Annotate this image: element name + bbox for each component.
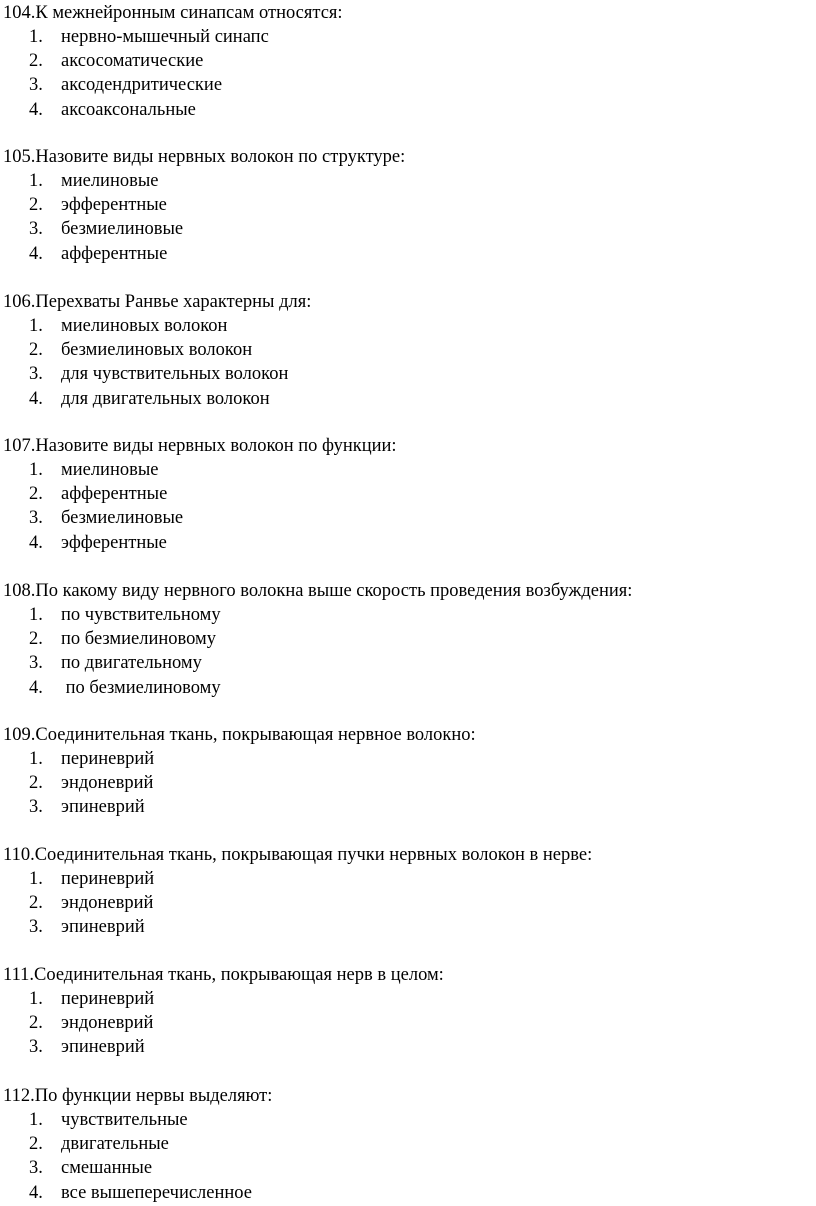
answer-option bbox=[3, 506, 813, 530]
option-number: 4. bbox=[29, 532, 43, 553]
answer-option bbox=[3, 1011, 813, 1035]
answer-option bbox=[3, 482, 813, 506]
option-number: 3. bbox=[29, 219, 43, 240]
question-text: К межнейронным синапсам относятся: bbox=[35, 3, 343, 23]
question-text: По какому виду нервного волокна выше скорость проведения возбуждения: bbox=[35, 581, 633, 601]
option-text: периневрий bbox=[61, 989, 155, 1009]
answer-option bbox=[3, 627, 813, 651]
answer-option bbox=[3, 169, 813, 193]
option-number: 1. bbox=[29, 27, 43, 47]
option-text: эпиневрий bbox=[61, 797, 145, 818]
option-number: 2. bbox=[29, 1134, 43, 1155]
question-title bbox=[3, 1084, 813, 1108]
option-text: эфферентные bbox=[61, 195, 167, 216]
option-text: безмиелиновые bbox=[61, 508, 184, 529]
answer-option bbox=[3, 362, 813, 386]
option-text: аксосоматические bbox=[61, 51, 204, 72]
question-title bbox=[3, 963, 813, 987]
option-number: 1. bbox=[29, 460, 43, 480]
question-text: Назовите виды нервных волокон по структуре: bbox=[35, 147, 406, 167]
answer-option bbox=[3, 651, 813, 675]
answer-option bbox=[3, 242, 813, 266]
option-number: 1. bbox=[29, 1110, 43, 1130]
option-number: 3. bbox=[29, 797, 43, 818]
option-text: аксодендритические bbox=[61, 75, 223, 96]
question-109 bbox=[3, 723, 813, 820]
option-number: 2. bbox=[29, 1013, 43, 1034]
option-text: аксоаксональные bbox=[61, 99, 196, 120]
question-111 bbox=[3, 963, 813, 1060]
question-title bbox=[3, 843, 813, 867]
option-number: 3. bbox=[29, 75, 43, 96]
option-text: все вышеперечисленное bbox=[61, 1182, 252, 1203]
option-text: эпиневрий bbox=[61, 1037, 145, 1058]
option-number: 3. bbox=[29, 508, 43, 529]
answer-option bbox=[3, 1132, 813, 1156]
answer-option bbox=[3, 387, 813, 411]
option-number: 1. bbox=[29, 605, 43, 625]
question-title bbox=[3, 145, 813, 169]
answer-option bbox=[3, 25, 813, 49]
answer-option bbox=[3, 987, 813, 1011]
question-number: 107. bbox=[3, 436, 36, 456]
option-text: эфферентные bbox=[61, 532, 167, 553]
option-text: миелиновых волокон bbox=[61, 316, 228, 336]
option-text: миелиновые bbox=[61, 171, 159, 191]
question-text: Соединительная ткань, покрывающая пучки нервных волокон в нерве: bbox=[34, 845, 593, 865]
option-number: 1. bbox=[29, 989, 43, 1009]
question-title bbox=[3, 579, 813, 603]
answer-option bbox=[3, 1108, 813, 1132]
option-number: 1. bbox=[29, 171, 43, 191]
question-number: 108. bbox=[3, 581, 36, 601]
option-text: периневрий bbox=[61, 869, 155, 889]
question-text: Назовите виды нервных волокон по функции: bbox=[35, 436, 397, 456]
option-number: 3. bbox=[29, 364, 43, 385]
answer-option bbox=[3, 314, 813, 338]
option-number: 4. bbox=[29, 243, 43, 264]
answer-option bbox=[3, 603, 813, 627]
option-number: 3. bbox=[29, 1037, 43, 1058]
question-112 bbox=[3, 1084, 813, 1205]
option-text: для двигательных волокон bbox=[61, 388, 270, 409]
answer-option bbox=[3, 217, 813, 241]
answer-option bbox=[3, 193, 813, 217]
option-number: 2. bbox=[29, 51, 43, 72]
option-number: 2. bbox=[29, 195, 43, 216]
answer-option bbox=[3, 98, 813, 122]
answer-option bbox=[3, 891, 813, 915]
question-number: 112. bbox=[3, 1086, 35, 1106]
option-text: двигательные bbox=[61, 1134, 169, 1155]
question-110 bbox=[3, 843, 813, 940]
question-text: Соединительная ткань, покрывающая нервное волокно: bbox=[35, 725, 476, 745]
option-text: периневрий bbox=[61, 749, 155, 769]
option-number: 2. bbox=[29, 893, 43, 914]
question-number: 106. bbox=[3, 292, 36, 312]
option-text: смешанные bbox=[61, 1158, 153, 1179]
option-text: безмиелиновых волокон bbox=[61, 340, 253, 361]
question-105 bbox=[3, 145, 813, 266]
answer-option bbox=[3, 458, 813, 482]
option-text: для чувствительных волокон bbox=[61, 364, 289, 385]
answer-option bbox=[3, 73, 813, 97]
question-106 bbox=[3, 290, 813, 411]
answer-option bbox=[3, 338, 813, 362]
question-number: 105. bbox=[3, 147, 36, 167]
answer-option bbox=[3, 867, 813, 891]
option-text: по чувствительному bbox=[61, 605, 221, 625]
option-text: афферентные bbox=[61, 484, 168, 505]
question-104 bbox=[3, 1, 813, 122]
question-title bbox=[3, 434, 813, 458]
option-number: 2. bbox=[29, 484, 43, 505]
option-number: 1. bbox=[29, 869, 43, 889]
option-number: 2. bbox=[29, 340, 43, 361]
answer-option bbox=[3, 1156, 813, 1180]
option-text: безмиелиновые bbox=[61, 219, 184, 240]
answer-option bbox=[3, 795, 813, 819]
option-number: 4. bbox=[29, 99, 43, 120]
option-number: 3. bbox=[29, 917, 43, 938]
question-number: 110. bbox=[3, 845, 35, 865]
option-number: 2. bbox=[29, 629, 43, 650]
option-text: афферентные bbox=[61, 243, 168, 264]
question-107 bbox=[3, 434, 813, 555]
option-text: нервно-мышечный синапс bbox=[61, 27, 269, 47]
option-text: эпиневрий bbox=[61, 917, 145, 938]
question-text: По функции нервы выделяют: bbox=[34, 1086, 273, 1106]
answer-option bbox=[3, 771, 813, 795]
option-number: 2. bbox=[29, 773, 43, 794]
option-number: 1. bbox=[29, 316, 43, 336]
question-108 bbox=[3, 579, 813, 700]
question-number: 111. bbox=[3, 965, 35, 985]
option-text: эндоневрий bbox=[61, 893, 154, 914]
option-text: по безмиелиновому bbox=[61, 677, 221, 698]
answer-option bbox=[3, 1035, 813, 1059]
option-text: по безмиелиновому bbox=[61, 629, 216, 650]
option-text: по двигательному bbox=[61, 653, 202, 674]
option-text: эндоневрий bbox=[61, 773, 154, 794]
answer-option bbox=[3, 531, 813, 555]
answer-option bbox=[3, 1181, 813, 1205]
answer-option bbox=[3, 676, 813, 700]
question-number: 109. bbox=[3, 725, 36, 745]
option-text: эндоневрий bbox=[61, 1013, 154, 1034]
option-number: 4. bbox=[29, 1182, 43, 1203]
question-number: 104. bbox=[3, 3, 36, 23]
option-number: 1. bbox=[29, 749, 43, 769]
option-number: 3. bbox=[29, 1158, 43, 1179]
answer-option bbox=[3, 49, 813, 73]
option-text: чувствительные bbox=[61, 1110, 188, 1130]
question-text: Соединительная ткань, покрывающая нерв в целом: bbox=[34, 965, 444, 985]
question-title bbox=[3, 290, 813, 314]
option-number: 3. bbox=[29, 653, 43, 674]
answer-option bbox=[3, 747, 813, 771]
option-text: миелиновые bbox=[61, 460, 159, 480]
option-number: 4. bbox=[29, 388, 43, 409]
question-text: Перехваты Ранвье характерны для: bbox=[35, 292, 312, 312]
question-title bbox=[3, 1, 813, 25]
option-number: 4. bbox=[29, 677, 43, 698]
answer-option bbox=[3, 915, 813, 939]
question-title bbox=[3, 723, 813, 747]
